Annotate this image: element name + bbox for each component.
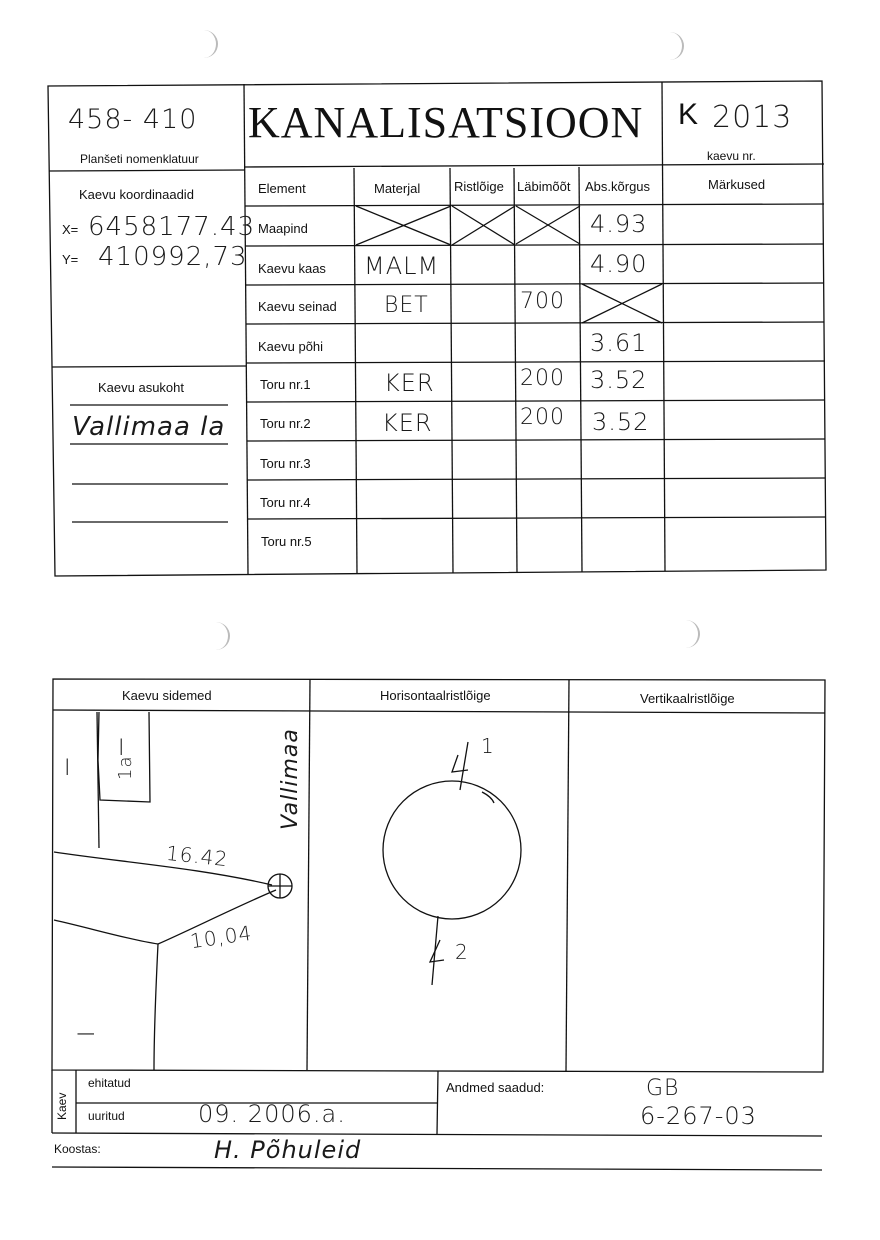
coordinate-x-value: 6458177.43 [88,212,256,242]
pipe-2-label: 2 [455,940,469,964]
koostas-value: H. Põhuleid [214,1136,362,1164]
cell-toru-2-abs-height: 3.52 [592,408,650,436]
distance-1-label: 16.42 [164,840,230,872]
uuritud-value: 09. 2006.a. [198,1100,346,1128]
pipe-1-label: 1 [481,734,495,758]
col-header-element: Element [258,181,306,196]
coordinate-y-label: Y= [62,252,79,267]
nomenclature-value: 458- 410 [68,104,198,135]
row-label-maapind: Maapind [258,221,308,236]
row-label-toru-1: Toru nr.1 [260,377,311,392]
nomenclature-label: Planšeti nomenklatuur [80,152,199,166]
kaev-vertical-label: Kaev [55,1092,69,1120]
sketch-header-horisontaal: Horisontaalristlõige [380,688,491,703]
cell-kaevu-kaas-abs-height: 4.90 [590,250,648,278]
col-header-cross-section: Ristlõige [454,179,504,194]
sketch-header-sidemed: Kaevu sidemed [122,688,212,703]
building-mark-2: I [118,736,126,761]
row-label-kaevu-pohi: Kaevu põhi [258,339,324,354]
coordinates-label: Kaevu koordinaadid [79,187,194,202]
col-header-abs-height: Abs.kõrgus [585,179,651,194]
cell-toru-2-material: KER [382,409,433,437]
col-header-diameter: Läbimõõt [517,179,571,194]
cell-kaevu-seinad-diameter: 700 [520,289,565,314]
location-value: Vallimaa la [72,412,226,442]
coordinate-y-value: 410992,73 [98,242,248,272]
andmed-saadud-value-1: GB [646,1076,680,1101]
row-label-kaevu-kaas: Kaevu kaas [258,261,326,276]
ehitatud-label: ehitatud [88,1076,131,1090]
building-mark-3: I [71,1030,97,1039]
cell-toru-1-diameter: 200 [520,366,565,391]
cell-toru-1-abs-height: 3.52 [590,366,648,394]
distance-2-label: 10,04 [188,920,254,954]
location-label: Kaevu asukoht [98,380,185,395]
col-header-material: Materjal [374,181,421,196]
cell-toru-1-material: KER [384,369,435,397]
andmed-saadud-value-2: 6-267-03 [640,1102,757,1130]
sketch-header-vertikaal: Vertikaalristlõige [640,691,735,706]
cell-toru-2-diameter: 200 [520,405,565,430]
site-sketch-lines [54,712,292,1070]
well-number: 2013 [712,100,793,135]
andmed-saadud-label: Andmed saadud: [446,1080,545,1095]
row-label-toru-5: Toru nr.5 [261,534,312,549]
row-label-kaevu-seinad: Kaevu seinad [258,299,337,314]
cell-kaevu-kaas-material: MALM [364,252,440,280]
building-mark-1: I [64,756,72,781]
row-label-toru-3: Toru nr.3 [260,456,311,471]
cell-maapind-abs-height: 4.93 [590,210,648,238]
col-header-notes: Märkused [708,177,766,192]
row-label-toru-2: Toru nr.2 [260,416,311,431]
well-number-label: kaevu nr. [707,149,756,163]
form-title: KANALISATSIOON [248,98,644,147]
building-number: 1a [115,755,136,780]
well-prefix: K [678,98,699,131]
coordinate-x-label: X= [62,222,79,237]
cell-kaevu-pohi-abs-height: 3.61 [590,329,648,357]
uuritud-label: uuritud [88,1109,125,1123]
cell-kaevu-seinad-material: BET [384,293,429,318]
koostas-label: Koostas: [54,1142,101,1156]
row-label-toru-4: Toru nr.4 [260,495,311,510]
horizontal-section-drawing [383,742,521,985]
street-name: Vallimaa [278,728,303,830]
